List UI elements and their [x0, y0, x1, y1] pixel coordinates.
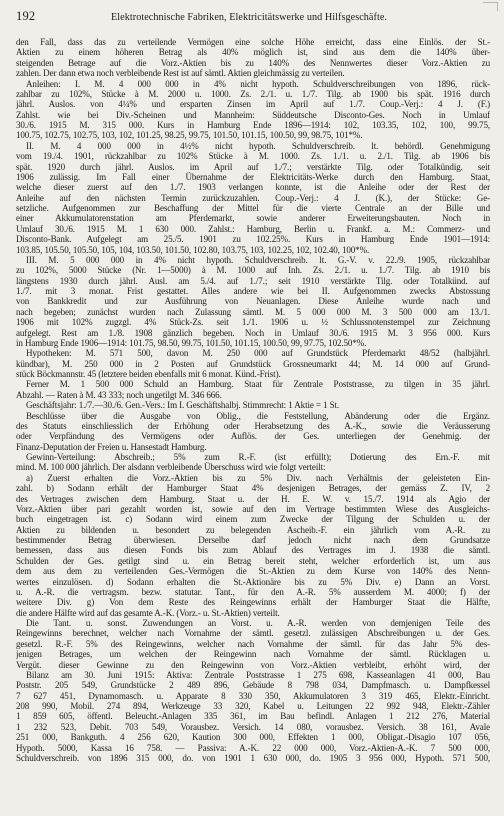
text-line: buch eingetragen ist. c) Sodann wird einem zum Zwecke der Tilgung der Schulden u. der — [16, 514, 490, 525]
text-line: Vorz.-Aktien über pari gezahlt worden ist, sowie auf den im Vertrage bestimmten Wiese des Ausgleichs- — [16, 503, 490, 514]
text-line: spät. 1920 durch jährl. Auslos. im April auf 1./7.; verstärkte Tilg. oder Totalkündig. seit — [16, 161, 490, 172]
text-line: Reingewinns berechnet, welcher nach Vornahme der sämtl. gesetzl. zulässigen Abschreibungen u. der Ges. — [16, 628, 490, 639]
text-line: u. A.-R. die vertragsm. bezw. statutar. Tant., für den A.-R. 5% ausserdem M. 4000; f) der — [16, 586, 490, 597]
text-line: 7 627 451, Dynamomasch. u. Apparate 8 330 350, Akkumulatoren 3 319 465, Elektr.-Einricht. — [16, 690, 490, 701]
page-corner-mark — [483, 2, 498, 11]
text-line: II. M. 4 000 000 in 4½% nicht hypoth. Schuldverschreib. lt. behördl. Genehmigung — [26, 140, 490, 151]
text-line: weitere Div. g) Von dem Reste des Reingewinns erhält der Hamburger Staat die Hälfte, — [16, 597, 490, 608]
text-line: setzliche. Aufgenommen zur Beschaffung der Mittel für die vierte Centrale an der Bille und — [16, 203, 490, 213]
text-line: Finanz-Deputation der Freien u. Hansestadt Hamburg. — [16, 441, 207, 452]
text-line: mind. M. 100 000 jährlich. Der alsdann verbleibende Überschuss wird wie folgt verteilt: — [16, 462, 326, 473]
text-line: steigenden Betrage auf die Vorz.-Aktien bis zu 140% des Nennwertes dieser Vorz.-Aktien zu — [16, 57, 490, 68]
text-line: Gewinn-Verteilung: Abschreib.; 5% zum R.-F. (ist erfüllt); Dotierung des Ern.-F. mit — [26, 452, 490, 462]
text-line: 1./7. mit 3 monat. Frist gestattet. Alles andere wie bei II. Aufgenommen zwecks Abstossung — [16, 286, 490, 296]
text-line: Hypotheken: M. 571 500, davon M. 250 000 auf Grundstück Pferdemarkt 48/52 (halbjährl. — [26, 348, 490, 359]
text-line: Disconto-Bank. Aufgelegt am 25./5. 1901 zu 102.25%. Kurs in Hamburg Ende 1901—1914: — [16, 234, 490, 245]
text-line: des Statuts einschliesslich der Erhöhung oder Herabsetzung des A.-K., sowie die Veräusserung — [16, 420, 490, 431]
text-line: Zahlst. wie bei Div.-Scheinen und Mannheim: Süddeutsche Disconto-Ges. Noch in Umlauf — [16, 109, 490, 120]
text-line: jenigen Betrages, um welchen der Reingewinn nach Vornahme der sämtl. Rücklagen u. — [16, 649, 490, 660]
text-line: Abzahl. — Raten à M. 43 333; noch ungetilgt M. 346 666. — [16, 389, 222, 400]
text-line: gesetzl. R.-F. 5% des Reingewinns, welcher nach Vornahme der sämtl. für das Jahr 5% des- — [16, 638, 490, 649]
text-line: Umlauf 30./6. 1915 M. 1 630 000. Zahlst.: Hamburg, Berlin u. Frankf. a. M.: Commerz- und — [16, 223, 490, 234]
text-line: Schulden der Ges. getilgt sind u. ein Betrag bereit steht, welcher erforderlich ist, um aus — [16, 555, 490, 566]
text-line: vom 19./4. 1901, rückzahlbar zu 102% Stücke à M. 1000. Zs. 1./1. u. 2./1. Tilg. ab 1906 bis — [16, 151, 490, 162]
text-line: 103.85, 105.50, 105.50, 105, 104, 103.50, 101.50, 102.80, 103.75, 103, 102.25, 102, 102.40, 100*%. — [16, 244, 370, 255]
text-line: welche dieser zuerst auf den 1./7. 1903 verlangen konnte, ist die Anleihe oder der Rest der — [16, 182, 490, 193]
body-text — [16, 37, 490, 763]
text-line: längstens 1930 durch jährl. Ausl. am 5./4. auf 1./7.; seit 1910 verstärkte Tilg. oder Totalkünd. auf — [16, 275, 490, 286]
text-line: Anleihe auf den nächsten Termin zurückzuzahlen. Coup.-Verj.: 4 J. (K.), der Stücke: Ge- — [16, 192, 490, 203]
text-line: 1 859 605, öffentl. Beleucht.-Anlagen 335 361, im Bau befindl. Anlagen 1 212 276, Material — [16, 711, 490, 722]
text-line: Vergüt. dieser Gewinne zu den Reingewinn von Vorz.-Aktien verbleibt, erhöht wird, der — [16, 659, 490, 670]
text-line: 251 000, Bankguth. 4 256 620, Kaution 300 000, Effekten 1 000, Obligat.-Disagio 107 056, — [16, 732, 490, 743]
text-line: in Hamburg Ende 1906—1914: 101.75, 98.50, 99.75, 101.50, 101.15, 100.50, 99, 97.75, 102.50*%. — [16, 337, 367, 348]
text-line: jährl. Auslos. von 4¼% und ersparten Zinsen im April auf 1./7. Coup.-Verj.: 4 J. (F.) — [16, 99, 490, 110]
text-line: dem aus dem zu verteilenden Ges.-Vermögen die St.-Aktien zu dem Kurse von 140% des Nenn- — [16, 566, 490, 577]
text-line: zahlbar zu 102%, Stücke à M. 2000 u. 1000. Zs. 2./1. u. 1./7. Tilg. ab 1900 bis spät. 1916 durch — [16, 88, 490, 99]
text-line: Anleihen: I. M. 4 000 000 in 4% nicht hypoth. Schuldverschreibungen von 1896, rück- — [26, 78, 490, 89]
text-line: einer Akkumulatorenstation am Pferdemarkt, sowie anderer Erweiterungsbauten. Noch in — [16, 213, 490, 224]
text-line: 1906 mit 102% zugzgl. 4% Stück-Zs. seit 1./1. 1906 u. ½ Schlussnotenstempel zur Zeichnung — [16, 317, 490, 328]
text-line: kündbar), M. 250 000 in 2 Posten auf Grundstück Grossneumarkt 44; M. 14 000 auf Grund- — [16, 358, 490, 369]
text-line: die andere Hälfte wird auf das gesamte A.-K. (Vorz.- u. St.-Aktien) verteilt. — [16, 607, 280, 618]
text-line: Poststr. 205 549, Grundstücke 2 489 896, Gebäude 8 798 034, Dampfmasch. u. Dampfkessel — [16, 680, 490, 691]
text-line: Bilanz am 30. Juni 1915: Aktiva: Zentrale Poststrasse 1 275 698, Kasseanlagen 41 000, Bau — [26, 669, 490, 680]
text-line: zahl. b) Sodann erhält der Hamburger Staat 4% desjenigen Betrages, der gemäss Z. IV, 2 — [16, 483, 490, 494]
text-line: nach begeben; zunächst wurden nach Zulassung sämtl. M. 5 000 000 M. 3 500 000 am 13./1. — [16, 306, 490, 317]
text-line: Die Tant. u. sonst. Zuwendungen an Vorst. u. A.-R. werden von demjenigen Teile des — [26, 618, 490, 628]
text-line: wertes einzulösen. d) Sodann erhalten die St.-Aktionäre bis zu 5% Div. e) Dann an Vorst. — [16, 576, 490, 587]
text-line: Aktien zu einem höheren Betrag als 40% möglich ist, sind aus dem die 140% über- — [16, 47, 490, 58]
text-line: Beschlüsse über die Ausgabe von Oblig., die Feststellung, Abänderung oder die Ergänz. — [26, 410, 490, 421]
text-line: 100.75, 102.75, 102.75, 103, 102, 101.25, 98.25, 99.75, 101.50, 101.15, 100.50, 99, 98.75, 101*%. — [16, 130, 363, 141]
text-line: oder Verpfändung des Vermögens oder Auflös. der Ges. unterliegen der Genehmig. der — [16, 431, 490, 442]
text-line: III. M. 5 000 000 in 4% nicht hypoth. Schuldverschreib. lt. G.-V. v. 22./9. 1905, rückzahlbar — [26, 254, 490, 265]
text-line: bestimmender Betrag überwiesen. Derselbe darf jedoch nicht nach dem Grundsatze — [16, 535, 490, 545]
text-line: stück Böckmannstr. 45 (letztere beiden ebenfalls mit 6 monat. Künd.-Frist). — [16, 369, 281, 379]
text-line: a) Zuerst erhalten die Vorz.-Aktien bis zu 5% Div. nach Verhältnis der geleisteten Ein- — [26, 472, 490, 483]
text-line: 208 990, Mobil. 274 894, Werkzeuge 33 320, Kabel u. Leitungen 22 992 948, Elektr.-Zähler — [16, 701, 490, 711]
text-line: Ferner M. 1 500 000 Schuld an Hamburg. Staat für Zentrale Poststrasse, zu tilgen in 35 jährl. — [26, 379, 490, 390]
text-line: Schuldverschreib. von 1896 315 000, do. von 1901 1 630 000, do. 1905 3 956 000, Hypoth. 571 500, — [16, 752, 490, 763]
text-line: den Fall, dass das zu verteilende Vermögen eine solche Höhe erreicht, dass eine Einlös. der St.- — [16, 37, 490, 47]
text-line: des Vertrages zwischen dem Hamburg. Staat u. der H. E. W. v. 15./7. 1914 als Agio der — [16, 493, 490, 504]
text-line: bemessen, dass aus diesen Fonds bis zum Ablauf des Vertrages im J. 1938 die sämtl. — [16, 545, 490, 556]
text-line: 1906 zulässig. Im Fall einer Übernahme der Elektricitäts-Werke durch den Hamburg. Staat, — [16, 171, 490, 182]
text-line: Geschäftsjahr: 1./7.—30./6. Gen.-Vers.: Im I. Geschäftshalbj. Stimmrecht: 1 Aktie = 1 St. — [26, 400, 340, 411]
page-header — [16, 9, 490, 27]
text-line: Hypoth. 5000, Kassa 16 758. — Passiva: A.-K. 22 000 000, Vorz.-Aktien-A.-K. 7 500 000, — [16, 742, 490, 753]
running-head: Elektrotechnische Fabriken, Elektricitätswerke und Hilfsgeschäfte. — [111, 12, 387, 23]
text-line: 30./6. 1915 M. 315 000. Kurs in Hamburg Ende 1896—1914: 102, 103.35, 102, 100, 99.75, — [16, 120, 490, 130]
text-line: zu 102%, 5000 Stücke (Nr. 1—5000) à M. 1000 auf Inh. Zs. 2./1. u. 1./7. Tilg. ab 1910 bis — [16, 265, 490, 276]
text-line: 1 232 523, Debit. 703 549, Vorausbez. Versich. 14 080, vorausbez. Versich. 38 161, Avale — [16, 721, 490, 732]
page-number: 192 — [16, 9, 36, 23]
text-line: von Bankkredit und zur Ausführung von Neuanlagen. Diese Anleihe wurde nach und — [16, 296, 490, 307]
text-line: aufgelegt. Rest am 1./8. 1908 gänzlich begeben. Noch in Umlauf 30./6. 1915 M. 3 956 000. Kurs — [16, 327, 490, 338]
text-line: Aktien zu bildenden u. besondert zu belegenden Ascheib.-F. ein jährlich vom A.-R. zu — [16, 524, 490, 535]
text-line: zahlen. Der dann etwa noch verbleibende Rest ist auf sämtl. Aktien gleichmässig zu verteilen. — [16, 68, 345, 79]
